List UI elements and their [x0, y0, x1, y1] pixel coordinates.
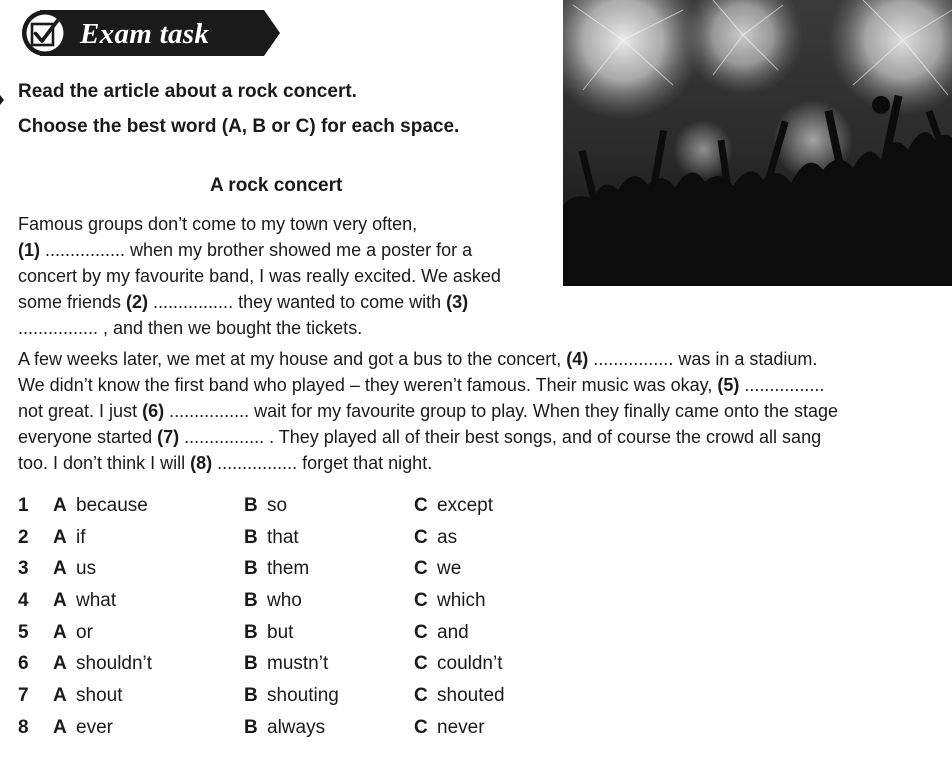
- option-word: so: [267, 495, 288, 516]
- option-word: shouting: [267, 685, 339, 707]
- paragraph-line: everyone started (7) ................ . They played all of their best songs, and of course the crowd all sang: [18, 427, 822, 447]
- paragraph-line: Famous groups don’t come to my town very often,: [18, 214, 418, 234]
- option-letter: A: [53, 685, 67, 707]
- question-number: 2: [18, 526, 29, 548]
- option-word: couldn’t: [437, 653, 503, 675]
- option-letter: A: [53, 495, 67, 516]
- option-word: but: [267, 621, 294, 643]
- option-letter: A: [53, 621, 67, 643]
- option-letter: B: [244, 653, 258, 675]
- option-letter: A: [53, 653, 67, 675]
- article-paragraph-2: [18, 346, 838, 476]
- option-word: always: [267, 716, 326, 738]
- question-number: 6: [18, 653, 29, 675]
- gap-number: (4): [566, 349, 589, 369]
- option-word: never: [437, 716, 485, 738]
- option-word: and: [437, 621, 469, 643]
- exam-task-title: Exam task: [80, 18, 210, 50]
- option-word: if: [76, 526, 86, 548]
- gap-number: (6): [142, 401, 165, 421]
- question-number: 1: [18, 495, 29, 516]
- question-number: 5: [18, 621, 29, 643]
- option-letter: C: [414, 526, 428, 548]
- option-word: shouldn’t: [76, 653, 153, 675]
- option-letter: B: [244, 526, 258, 548]
- option-word: what: [76, 590, 117, 612]
- paragraph-line: concert by my favourite band, I was really excited. We asked: [18, 266, 501, 286]
- paragraph-line: We didn’t know the first band who played – they weren’t famous. Their music was okay, (5) ................: [18, 375, 825, 395]
- article-title: A rock concert: [210, 175, 343, 196]
- question-number: 4: [18, 590, 29, 612]
- option-word: mustn’t: [267, 653, 329, 675]
- paragraph-line: too. I don’t think I will (8) ................ forget that night.: [18, 453, 433, 473]
- option-letter: A: [53, 590, 67, 612]
- option-letter: A: [53, 716, 67, 738]
- gap-number: (1): [18, 240, 40, 260]
- option-word: except: [437, 495, 493, 516]
- page-edge-marker: [0, 95, 4, 105]
- gap-number: (7): [157, 427, 180, 447]
- question-number: 7: [18, 685, 29, 707]
- option-letter: C: [414, 716, 428, 738]
- paragraph-line: not great. I just (6) ................ wait for my favourite group to play. When they finally came onto the stage: [18, 401, 839, 421]
- gap-number: (3): [446, 292, 469, 312]
- instruction-line-1: Read the article about a rock concert.: [18, 81, 357, 102]
- option-word: which: [437, 590, 486, 612]
- option-word: as: [437, 526, 458, 548]
- option-word: us: [76, 558, 97, 580]
- article-paragraph-1: [18, 211, 501, 341]
- instruction-line-2: Choose the best word (A, B or C) for each space.: [18, 116, 460, 137]
- option-letter: B: [244, 558, 258, 580]
- paragraph-line: ................ , and then we bought the tickets.: [18, 318, 363, 338]
- option-letter: B: [244, 621, 258, 643]
- option-letter: C: [414, 653, 428, 675]
- option-letter: B: [244, 716, 258, 738]
- question-number: 3: [18, 558, 29, 580]
- option-letter: C: [414, 558, 428, 580]
- gap-number: (8): [190, 453, 213, 473]
- gap-number: (5): [717, 375, 740, 395]
- option-letter: C: [414, 621, 428, 643]
- option-word: them: [267, 558, 310, 580]
- paragraph-line: (1) ................ when my brother showed me a poster for a: [18, 240, 473, 260]
- option-letter: B: [244, 590, 258, 612]
- concert-photo: [563, 0, 952, 286]
- paragraph-line: some friends (2) ................ they wanted to come with (3): [18, 292, 469, 312]
- exam-task-banner: [18, 10, 280, 56]
- question-number: 8: [18, 716, 29, 738]
- option-word: that: [267, 526, 299, 548]
- option-letter: C: [414, 685, 428, 707]
- option-letter: A: [53, 526, 67, 548]
- option-letter: B: [244, 685, 258, 707]
- option-word: ever: [76, 716, 113, 738]
- option-word: who: [267, 590, 302, 612]
- option-word: we: [437, 558, 462, 580]
- option-letter: A: [53, 558, 67, 580]
- option-letter: C: [414, 590, 428, 612]
- option-word: shouted: [437, 685, 505, 707]
- paragraph-line: A few weeks later, we met at my house and got a bus to the concert, (4) ................ was in a stadium.: [18, 349, 818, 369]
- option-word: shout: [76, 685, 123, 707]
- option-letter: C: [414, 495, 428, 516]
- option-word: or: [76, 621, 93, 643]
- gap-number: (2): [126, 292, 149, 312]
- option-word: because: [76, 495, 148, 516]
- option-letter: B: [244, 495, 258, 516]
